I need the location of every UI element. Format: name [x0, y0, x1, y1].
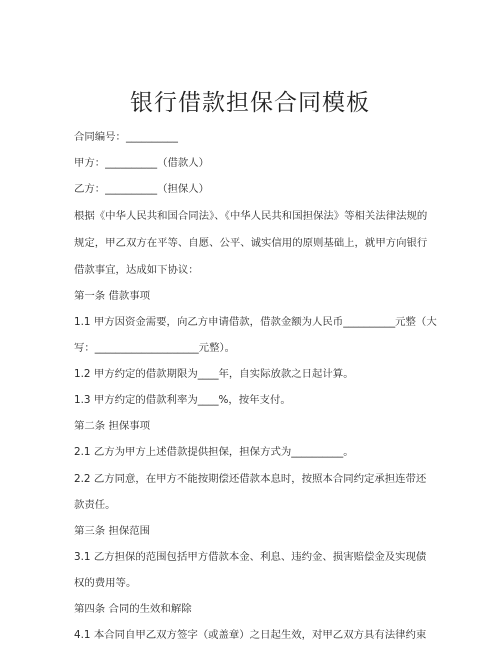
- clause-3-1-line-1: 3.1 乙方担保的范围包括甲方借款本金、利息、违约金、损害赔偿金及实现债: [74, 551, 427, 563]
- article-2-heading: 第二条 担保事项: [74, 420, 151, 432]
- clause-3-1-line-2: 权的费用等。: [74, 577, 137, 589]
- clause-1-1-line-2: 写：____________________元整）。: [74, 342, 236, 354]
- preamble-line-3: 借款事宜，达成如下协议：: [74, 264, 199, 276]
- party-a-line: 甲方：__________（借款人）: [74, 157, 210, 169]
- clause-2-1: 2.1 乙方为甲方上述借款提供担保，担保方式为__________。: [74, 446, 354, 458]
- clause-1-3: 1.3 甲方约定的借款利率为____%，按年支付。: [74, 394, 291, 406]
- clause-2-2-line-1: 2.2 乙方同意，在甲方不能按期偿还借款本息时，按照本合同约定承担连带还: [74, 473, 427, 485]
- article-3-heading: 第三条 担保范围: [74, 525, 151, 537]
- clause-1-1-line-1: 1.1 甲方因资金需要，向乙方申请借款，借款金额为人民币__________元整（大: [74, 316, 437, 328]
- party-b-line: 乙方：__________（担保人）: [74, 183, 210, 195]
- preamble-line-2: 规定，甲乙双方在平等、自愿、公平、诚实信用的原则基础上，就甲方向银行: [74, 237, 428, 249]
- clause-2-2-line-2: 款责任。: [74, 499, 116, 511]
- clause-4-1-line-1: 4.1 本合同自甲乙双方签字（或盖章）之日起生效，对甲乙双方具有法律约束: [74, 629, 427, 641]
- contract-number-line: 合同编号：__________: [74, 131, 178, 143]
- document-title: 银行借款担保合同模板: [130, 90, 370, 116]
- preamble-line-1: 根据《中华人民共和国合同法》、《中华人民共和国担保法》等相关法律法规的: [74, 210, 428, 222]
- article-1-heading: 第一条 借款事项: [74, 290, 151, 302]
- clause-1-2: 1.2 甲方约定的借款期限为____年，自实际放款之日起计算。: [74, 368, 354, 380]
- article-4-heading: 第四条 合同的生效和解除: [74, 603, 192, 615]
